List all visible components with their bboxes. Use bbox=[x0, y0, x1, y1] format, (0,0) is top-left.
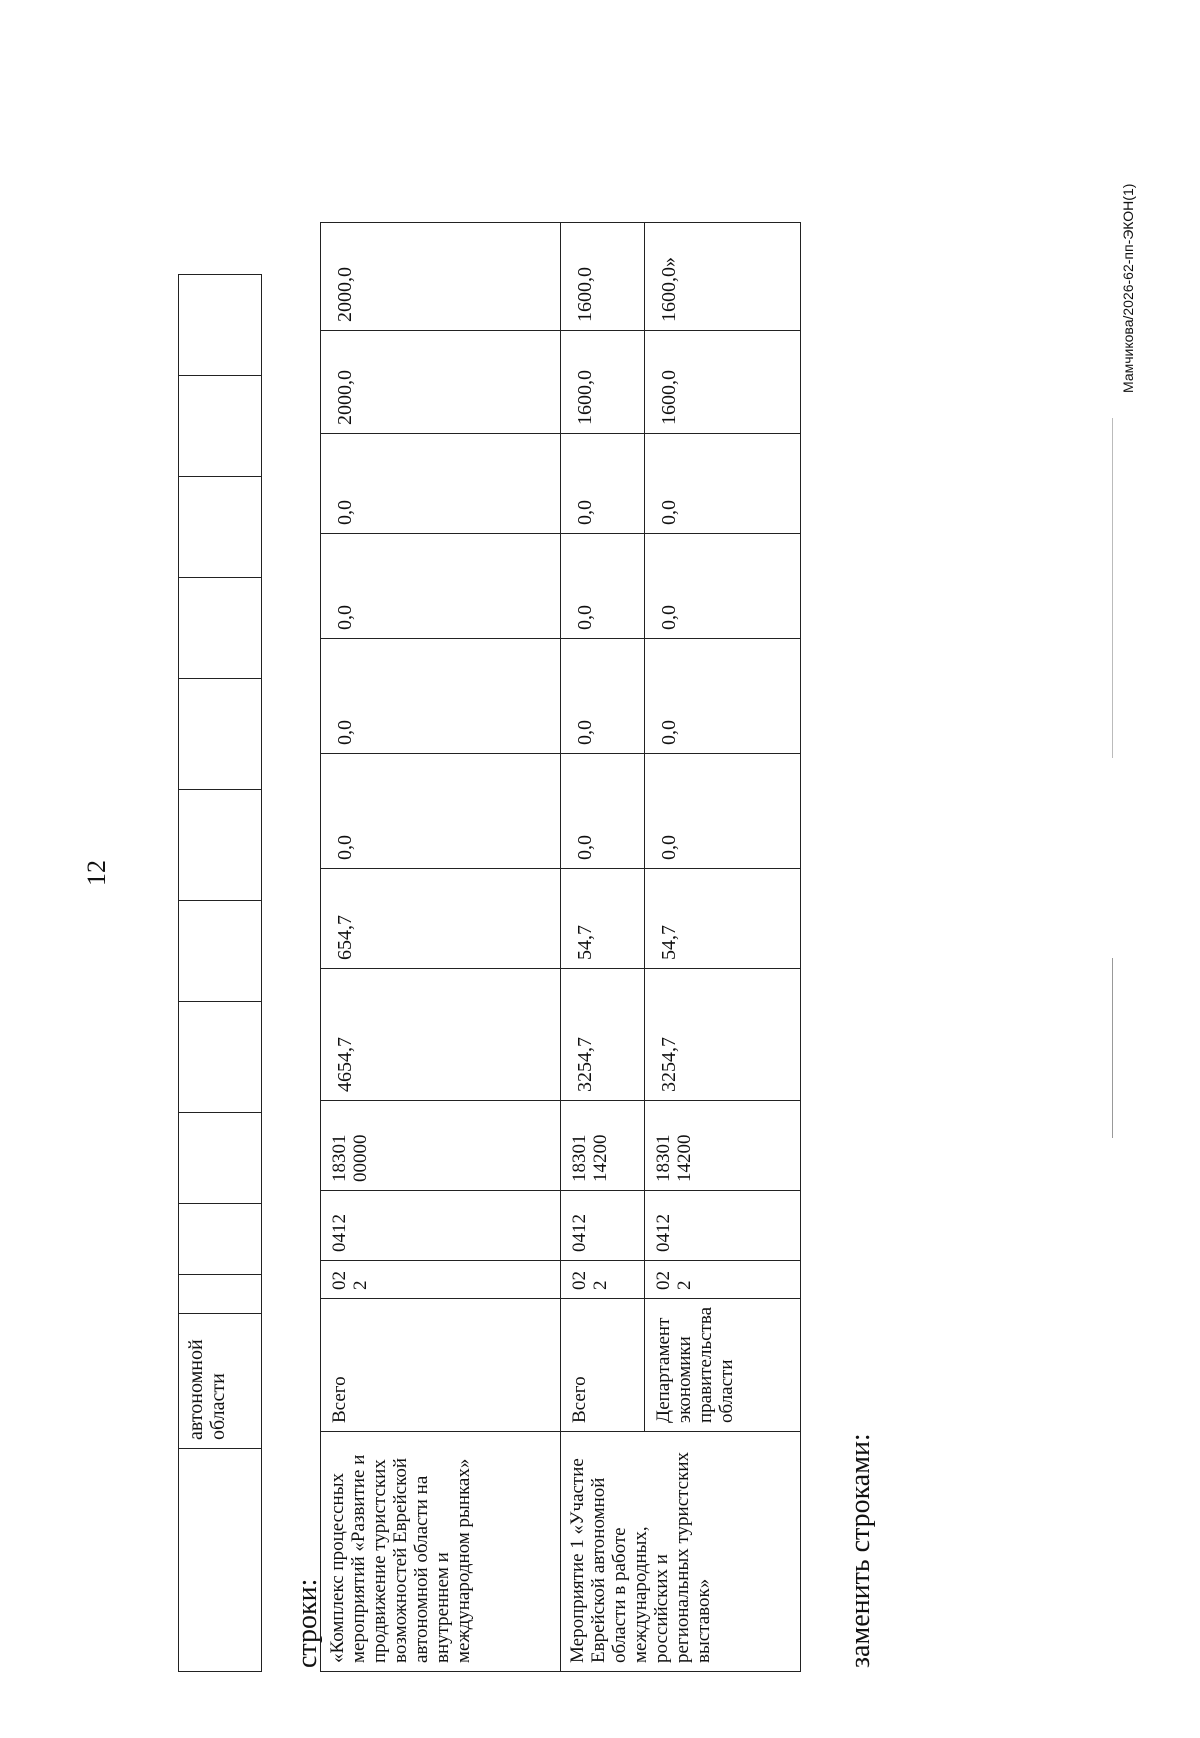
label-rows: строки: bbox=[292, 1578, 323, 1668]
row-executor: Всего bbox=[321, 1299, 561, 1432]
row-description: «Комплекс процессных мероприятий «Развитие и продвижение туристских возможностей Еврейской автономной области на внутреннем и международном рынках» bbox=[321, 1432, 561, 1672]
row-grbs: 02 2 bbox=[561, 1261, 645, 1299]
row-value: 0,0 bbox=[321, 534, 561, 639]
header-cell bbox=[179, 1204, 262, 1275]
header-cell bbox=[179, 1275, 262, 1314]
row-value: 0,0 bbox=[321, 639, 561, 754]
header-cell bbox=[179, 376, 262, 477]
header-cell bbox=[179, 679, 262, 790]
row-csr: 18301 14200 bbox=[561, 1101, 645, 1191]
row-value: 3254,7 bbox=[561, 969, 645, 1101]
row-value: 0,0 bbox=[645, 639, 801, 754]
row-value: 54,7 bbox=[561, 869, 645, 969]
row-executor: Всего bbox=[561, 1299, 645, 1432]
row-value: 0,0 bbox=[561, 534, 645, 639]
header-cell bbox=[179, 578, 262, 679]
row-grbs: 02 2 bbox=[645, 1261, 801, 1299]
row-value: 2000,0 bbox=[321, 331, 561, 434]
row-value: 1600,0» bbox=[645, 223, 801, 331]
header-cell bbox=[179, 1113, 262, 1204]
row-value: 2000,0 bbox=[321, 223, 561, 331]
row-value: 1600,0 bbox=[645, 331, 801, 434]
row-value: 0,0 bbox=[645, 434, 801, 534]
header-cell bbox=[179, 1002, 262, 1113]
row-csr: 18301 00000 bbox=[321, 1101, 561, 1191]
row-rzpr: 0412 bbox=[321, 1191, 561, 1261]
footer-code: Мамчикова/2026-62-пп-ЭКОН(1) bbox=[1120, 183, 1136, 393]
header-cell-empty bbox=[179, 1449, 262, 1672]
row-value: 0,0 bbox=[321, 434, 561, 534]
label-replace: заменить строками: bbox=[845, 1433, 876, 1668]
table-row bbox=[321, 223, 561, 1672]
header-cell bbox=[179, 477, 262, 578]
row-executor: Департамент экономики правительства области bbox=[645, 1299, 801, 1432]
header-cell bbox=[179, 790, 262, 901]
row-value: 0,0 bbox=[561, 754, 645, 869]
page-number: 12 bbox=[82, 860, 111, 886]
row-value: 0,0 bbox=[645, 534, 801, 639]
row-value: 0,0 bbox=[561, 639, 645, 754]
budget-table bbox=[320, 222, 801, 1672]
header-cell bbox=[179, 901, 262, 1002]
row-value: 1600,0 bbox=[561, 223, 645, 331]
row-value: 0,0 bbox=[321, 754, 561, 869]
row-value: 4654,7 bbox=[321, 969, 561, 1101]
row-value: 0,0 bbox=[645, 754, 801, 869]
row-value: 0,0 bbox=[561, 434, 645, 534]
scan-artifact-line bbox=[1112, 958, 1113, 1138]
table-row bbox=[561, 223, 645, 1672]
row-value: 654,7 bbox=[321, 869, 561, 969]
row-value: 54,7 bbox=[645, 869, 801, 969]
header-cell bbox=[179, 275, 262, 376]
row-grbs: 02 2 bbox=[321, 1261, 561, 1299]
row-description: Мероприятие 1 «Участие Еврейской автономной области в работе международных, российских и региональных туристских выставок» bbox=[561, 1432, 801, 1672]
row-rzpr: 0412 bbox=[561, 1191, 645, 1261]
row-csr: 18301 14200 bbox=[645, 1101, 801, 1191]
row-value: 3254,7 bbox=[645, 969, 801, 1101]
header-fragment-table bbox=[178, 274, 262, 1672]
scan-artifact-line bbox=[1112, 418, 1113, 758]
header-cell-text: автономной области bbox=[179, 1314, 262, 1449]
row-rzpr: 0412 bbox=[645, 1191, 801, 1261]
row-value: 1600,0 bbox=[561, 331, 645, 434]
